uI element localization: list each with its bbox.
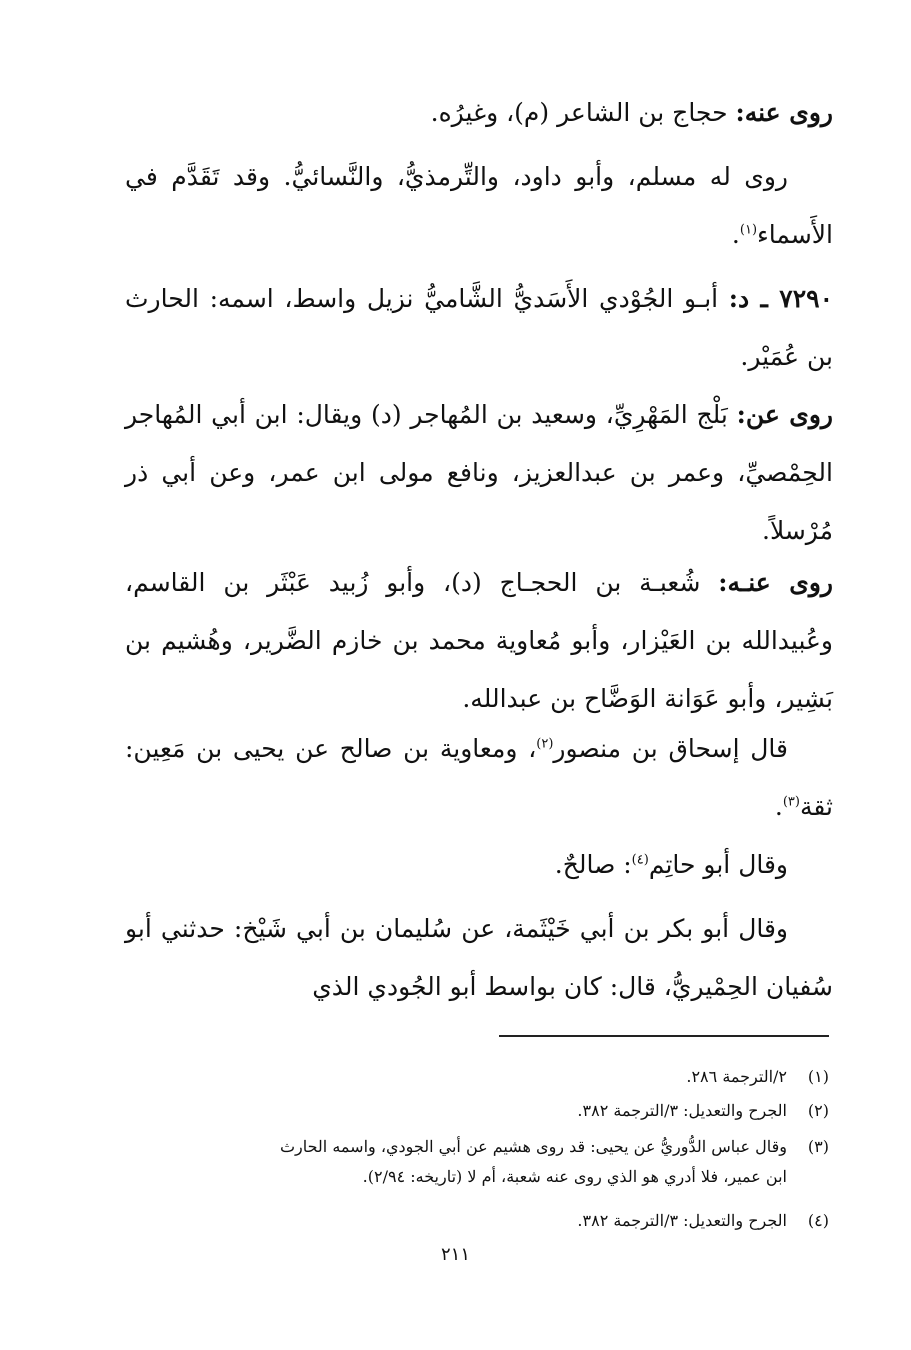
footnote-separator [499, 1035, 829, 1037]
paragraph-narrated-from [125, 386, 833, 560]
paragraph-text: قال إسحاق بن منصور [553, 734, 788, 763]
paragraph-text: روى له مسلم، وأبو داود، والتِّرمذيُّ، والنَّسائيُّ. وقد تَقَدَّم في الأَسماء [125, 162, 833, 249]
page-number: ٢١١ [440, 1244, 470, 1265]
paragraph-text: بَلْج المَهْرِيِّ، وسعيد بن المُهاجر (د) ويقال: ابن أبي المُهاجر الحِمْصيِّ، وعمر بن عبدالعزيز، ونافع مولى ابن عمر، وعن أبي ذر مُرْسلاً. [125, 400, 833, 545]
paragraph-lead: روى عن: [736, 400, 833, 429]
paragraph-text: وقال أبو بكر بن أبي خَيْثَمة، عن سُليمان بن أبي شَيْخ: حدثني أبو سُفيان الحِمْيريُّ، قال: كان بواسط أبو الجُودي الذي [125, 914, 833, 1001]
footnote-number: (٤) [807, 1211, 829, 1230]
paragraph-text: وقال أبو حاتِم [648, 850, 788, 879]
footnote-ref[interactable]: (٣) [782, 794, 800, 810]
paragraph-tail: : صالحٌ. [554, 850, 632, 879]
paragraph-tail: ، ومعاوية بن صالح عن يحيى بن مَعِين: ثقة [125, 734, 833, 821]
paragraph-text: حجاج بن الشاعر (م)، وغيرُه. [430, 98, 736, 127]
paragraph-narrated-by [125, 148, 833, 264]
entry-heading-7290 [125, 270, 833, 386]
footnote-ref[interactable]: (٤) [631, 852, 649, 868]
paragraph-narrators [125, 554, 833, 728]
footnote-text: الجرح والتعديل: ٣/الترجمة ٣٨٢. [577, 1211, 787, 1230]
entry-number: ٧٢٩٠ ـ د: [728, 284, 834, 313]
paragraph-narrators-from [125, 84, 833, 142]
footnote-number: (٢) [807, 1101, 829, 1120]
paragraph-lead: روى عنه: [735, 98, 833, 127]
paragraph-abu-bakr [125, 900, 833, 1016]
footnote-text: الجرح والتعديل: ٣/الترجمة ٣٨٢. [577, 1101, 787, 1120]
footnote-2 [119, 1096, 829, 1126]
paragraph-abu-hatim [125, 836, 833, 894]
footnote-text: ٢/الترجمة ٢٨٦. [686, 1067, 787, 1086]
paragraph-ishaq [125, 720, 833, 836]
footnote-3 [119, 1132, 829, 1192]
footnote-continuation: ابن عمير، فلا أدري هو الذي روى عنه شعبة، أم لا (تاريخه: ٢/٩٤). [362, 1167, 787, 1186]
paragraph-tail: . [731, 220, 740, 249]
footnote-1 [119, 1062, 829, 1092]
paragraph-tail: . [774, 792, 783, 821]
footnote-ref[interactable]: (١) [739, 222, 758, 238]
footnote-text: وقال عباس الدُّوريُّ عن يحيى: قد روى هشيم عن أبي الجودي، واسمه الحارث [279, 1137, 787, 1156]
footnote-4 [119, 1206, 829, 1236]
footnote-number: (١) [807, 1067, 829, 1086]
footnote-number: (٣) [807, 1137, 829, 1156]
paragraph-text: أبـو الجُوْدي الأَسَديُّ الشَّاميُّ نزيل واسط، اسمه: الحارث بن عُمَيْر. [125, 284, 833, 371]
paragraph-text: شُعبـة بن الحجـاج (د)، وأبو زُبيد عَبْثَر بن القاسم، وعُبيدالله بن العَيْزار، وأبو مُعاوية محمد بن خازم الضَّرير، وهُشيم بن بَشِير، وأبو عَوَانة الوَضَّاح بن عبدالله. [125, 568, 833, 713]
paragraph-lead: روى عنـه: [718, 568, 833, 597]
footnote-ref[interactable]: (٢) [536, 736, 554, 752]
